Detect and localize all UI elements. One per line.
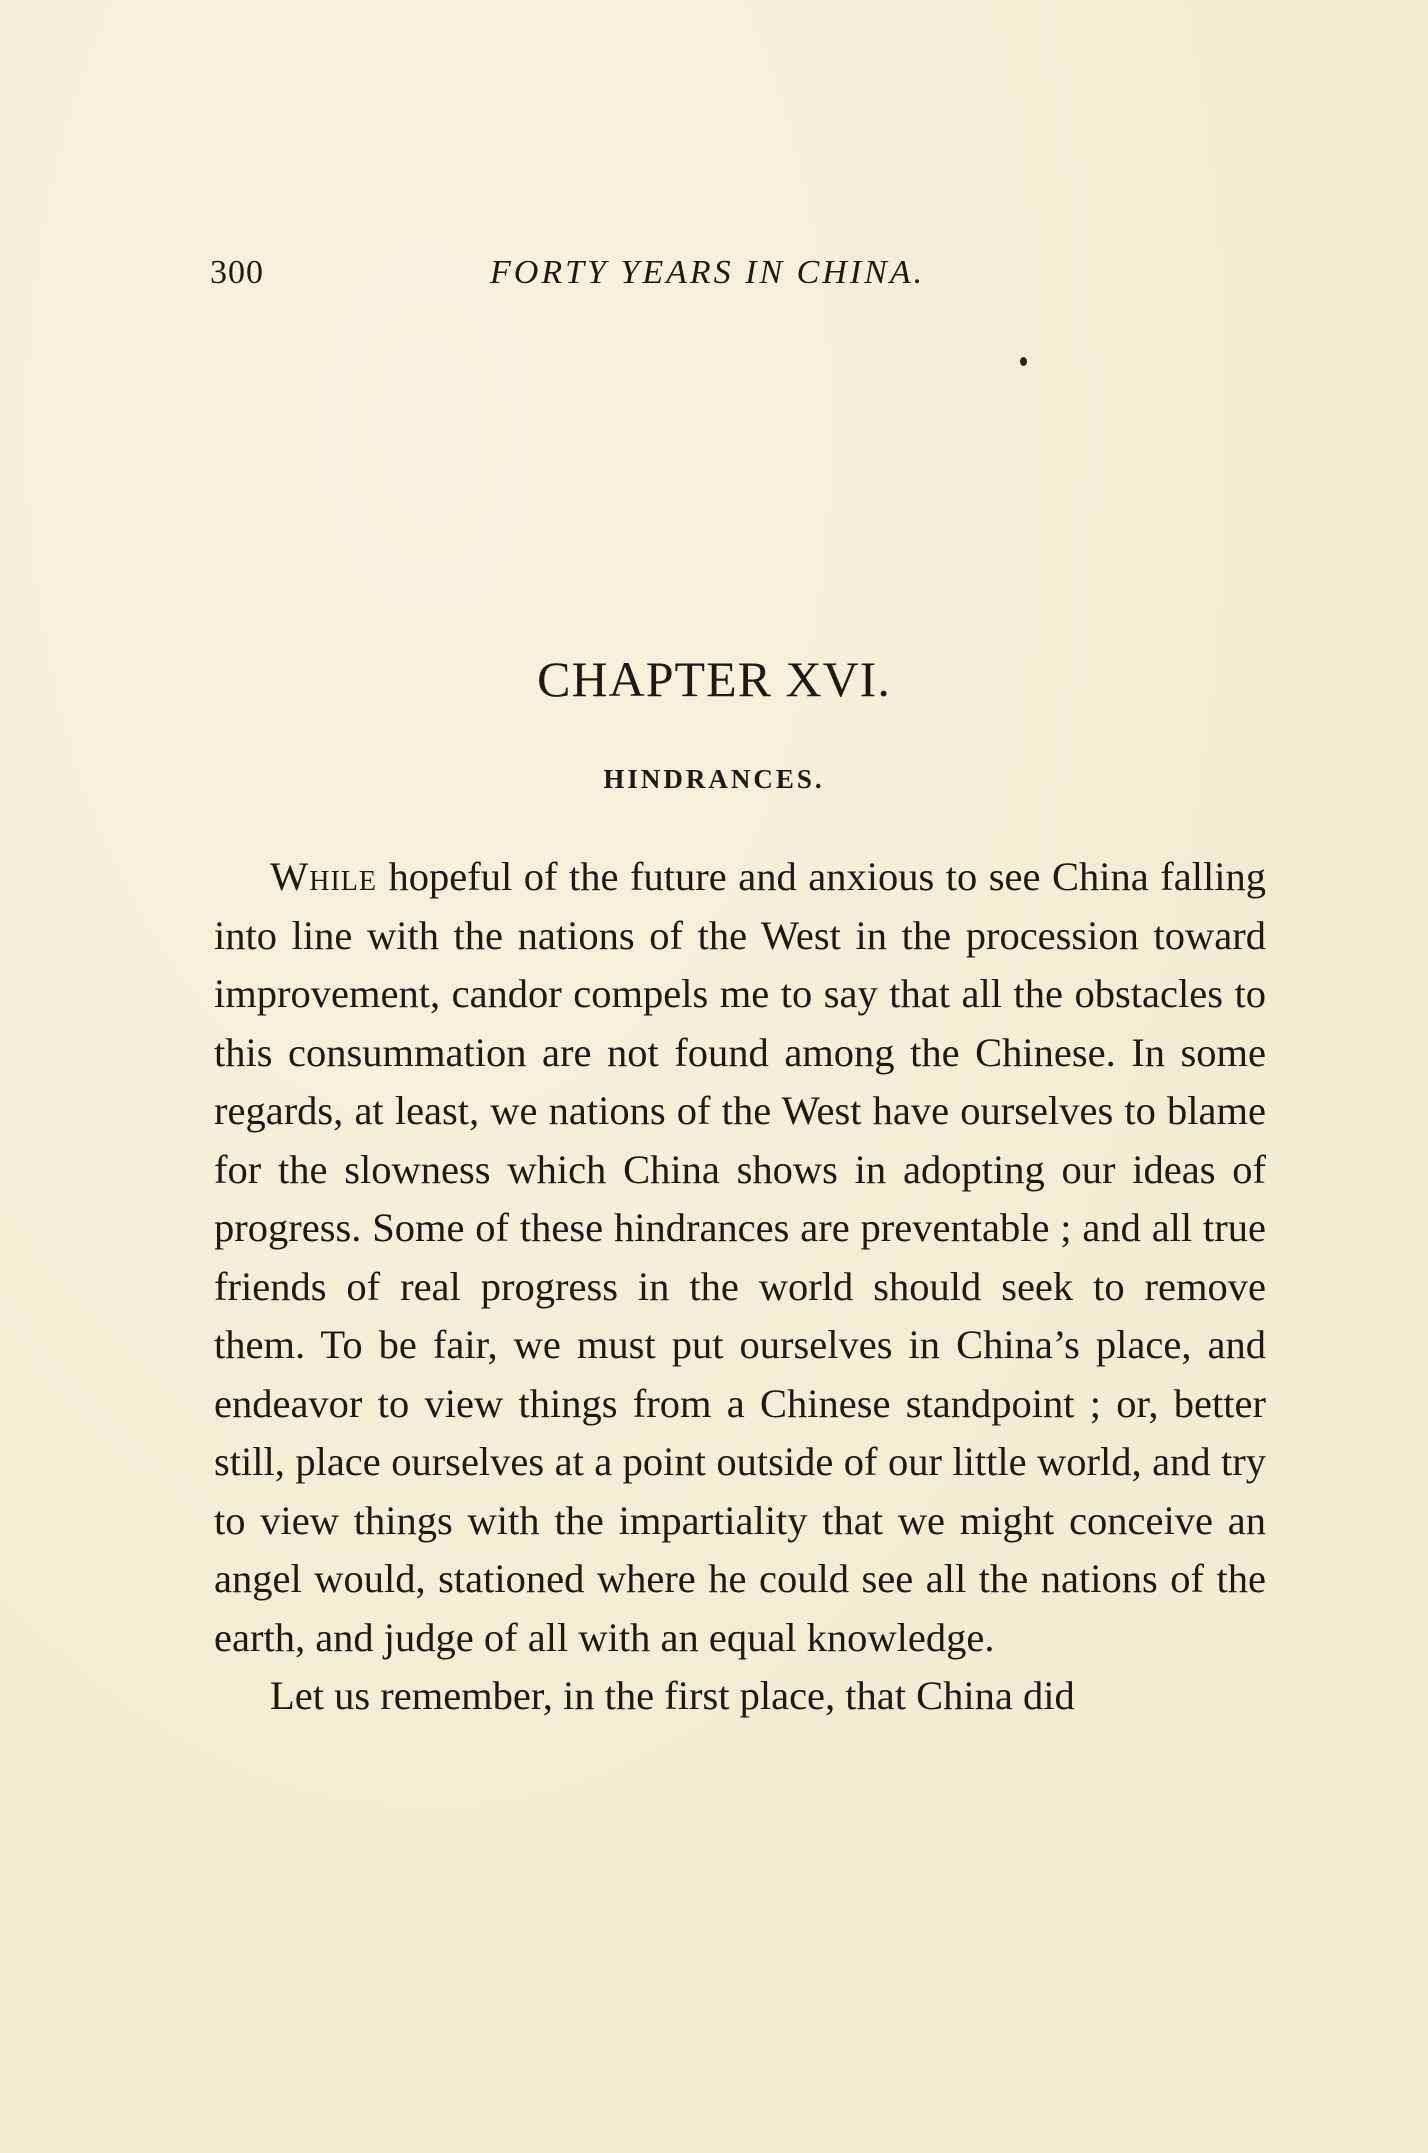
running-head xyxy=(210,254,1000,294)
ink-speck xyxy=(1020,357,1027,366)
paragraph-text: hopeful of the future and anxious to see China falling into line with the nations of the West in the procession toward improvement, candor compels me to say that all the obstacles to this consummation are not found among the Chinese. In some regards, at least, we nations of the West have ourselves to blame for the slowness which China shows in adopting our ideas of progress. Some of these hindrances are preventable ; and all true friends of real progress in the world should seek to remove them. To be fair, we must put ourselves in China’s place, and endeavor to view things from a Chinese standpoint ; or, better still, place ourselves at a point outside of our little world, and try to view things with the impartiality that we might conceive an angel would, stationed where he could see all the nations of the earth, and judge of all with an equal knowledge. xyxy=(214,854,1266,1660)
running-title: FORTY YEARS IN CHINA. xyxy=(490,254,926,291)
page-number: 300 xyxy=(210,254,264,291)
paragraph-lead-word: While xyxy=(270,854,377,899)
paragraph xyxy=(214,848,1266,1667)
chapter-title: CHAPTER XVI. xyxy=(537,651,891,707)
paragraph: Let us remember, in the first place, that China did xyxy=(270,1673,1075,1718)
body-text xyxy=(214,848,1266,1726)
chapter-subtitle: HINDRANCES. xyxy=(603,764,825,794)
